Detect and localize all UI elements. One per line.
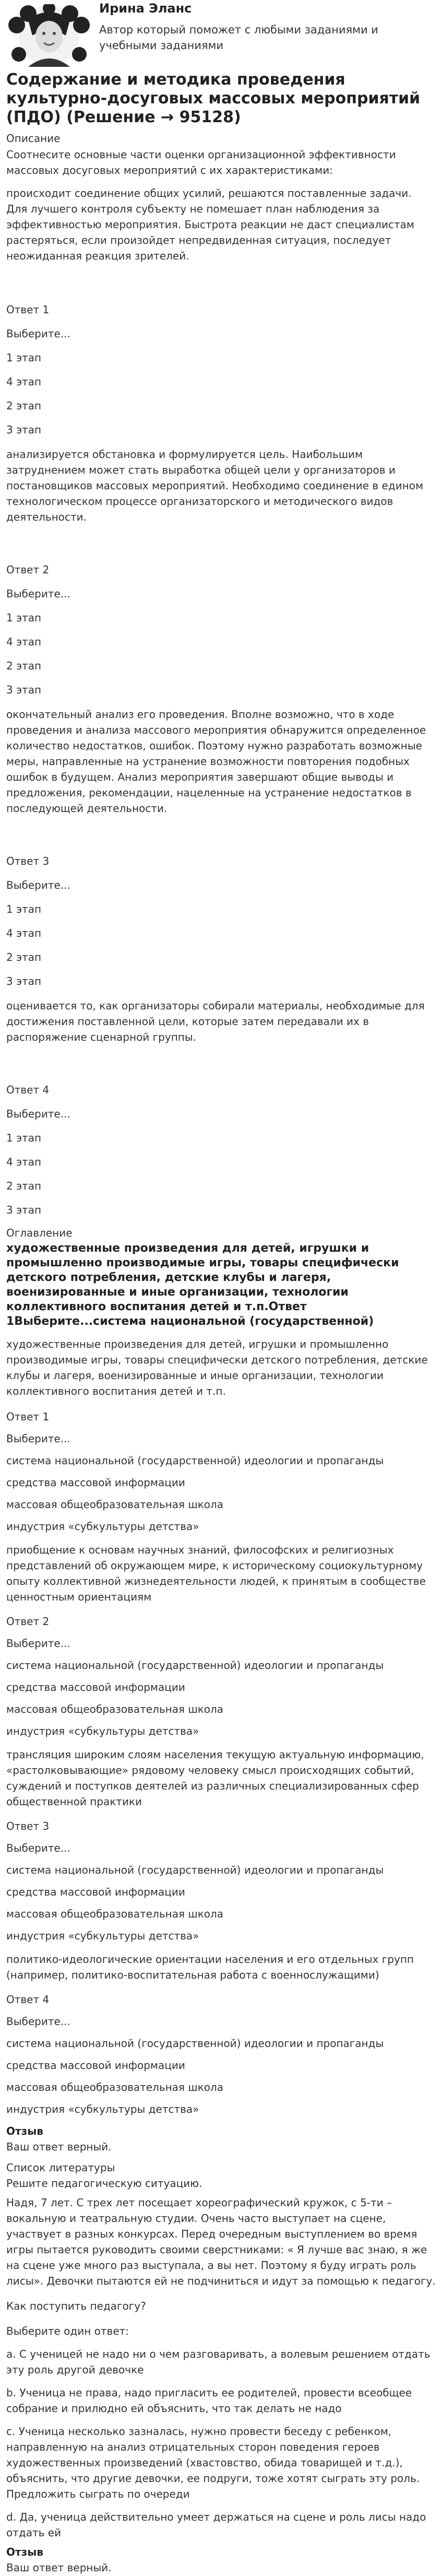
answer-label: Ответ 4 [6, 1993, 50, 2006]
answer-label: Ответ 1 [6, 303, 50, 316]
answer-select[interactable]: Выберите... [6, 1108, 70, 1120]
situation-choose: Выберите один ответ: [6, 2325, 129, 2337]
toc-question-2 [6, 1614, 436, 1809]
select-option[interactable]: 4 этап [6, 636, 42, 648]
toc-heading: Оглавление [6, 1227, 73, 1239]
answer-label: Ответ 2 [6, 563, 50, 576]
select-option[interactable]: система национальной (государственной) идеологии и пропаганды [6, 1454, 384, 1467]
select-option[interactable]: массовая общеобразовательная школа [6, 1498, 224, 1511]
select-option[interactable]: 4 этап [6, 375, 42, 388]
toc-question-3 [6, 1819, 436, 1983]
main-content [6, 70, 436, 2576]
select-option[interactable]: массовая общеобразовательная школа [6, 1703, 224, 1715]
answer-text: политико-идеологические ориентации населения и его отдельных групп (например, политико-воспитательная работа с военнослужащими) [6, 1953, 414, 1981]
review-text: Ваш ответ верный. [6, 2140, 112, 2153]
matching-question-3 [6, 854, 436, 1045]
select-option[interactable]: 2 этап [6, 951, 42, 963]
answer-label: Ответ 2 [6, 1615, 50, 1628]
answer-text: трансляция широким слоям населения текущую актуальную информацию, «растолковывающие» рядовому человеку смысл происходящих событий, суждений и поступков деятелей из различных специализированных сфер общественной практики [6, 1748, 424, 1808]
toc-question-1 [6, 1409, 436, 1605]
select-option[interactable]: индустрия «субкультуры детства» [6, 1930, 199, 1942]
review2-heading: Отзыв [6, 2546, 43, 2558]
select-option[interactable]: 3 этап [6, 684, 42, 696]
select-option[interactable]: индустрия «субкультуры детства» [6, 1725, 199, 1737]
avatar [7, 4, 91, 67]
select-option[interactable]: средства массовой информации [6, 1681, 185, 1693]
select-option[interactable]: система национальной (государственной) идеологии и пропаганды [6, 1864, 384, 1876]
select-option[interactable]: средства массовой информации [6, 1886, 185, 1898]
answer-label: Ответ 3 [6, 1820, 50, 1832]
select-option[interactable]: 1 этап [6, 351, 42, 364]
answer-option-a[interactable]: a. С ученицей не надо ни о чем разговаривать, а волевым решением отдать эту роль другой девочке [6, 2348, 431, 2376]
select-option[interactable]: система национальной (государственной) идеологии и пропаганды [6, 2037, 384, 2050]
page-title: Содержание и методика проведения культурно-досуговых массовых мероприятий (ПДО) (Решение → 95128) [6, 70, 421, 126]
answer-text: приобщение к основам научных знаний, философских и религиозных представлений об окружающем мире, к историческому социокультурному опыту коллективной жизнедеятельности людей, к принятым в сообществе ценностным ориентациям [6, 1544, 426, 1603]
review2-text: Ваш ответ верный. [6, 2561, 112, 2574]
situation-question: Как поступить педагогу? [6, 2300, 146, 2312]
select-option[interactable]: 3 этап [6, 424, 42, 436]
select-option[interactable]: индустрия «субкультуры детства» [6, 1520, 199, 1533]
select-option[interactable]: 1 этап [6, 1132, 42, 1144]
answer-select[interactable]: Выберите... [6, 587, 70, 600]
answer-text: оценивается то, как организаторы собирали материалы, необходимые для достижения поставленной цели, которые затем передавали их в распоряжение сценарной группы. [6, 999, 425, 1043]
select-option[interactable]: 4 этап [6, 1156, 42, 1168]
answer-text: окончательный анализ его проведения. Вполне возможно, что в ходе проведения и анализа массового мероприятия обнаружится определенное количество недостатков, ошибок. Поэтому нужно разработать возможные меры, направленные на устранение возможности повторения подобных ошибок в будущем. Анализ мероприятия завершают общие выводы и предложения, рекомендации, нацеленные на устранение недостатков в последующей деятельности. [6, 708, 426, 815]
select-option[interactable]: 1 этап [6, 903, 42, 915]
answer-select[interactable]: Выберите... [6, 1842, 70, 1854]
toc-bold-text: художественные произведения для детей, игрушки и промышленно производимые игры, товары специфически детского потребления, детские клубы и лагеря, военизированные и иные организации, технологии коллективного воспитания детей и т.п.Ответ 1Выберите...система национальной (государственной) [6, 1242, 399, 1328]
matching-question-4 [6, 1083, 436, 1217]
answer-select[interactable]: Выберите... [6, 879, 70, 891]
answer-text: анализируется обстановка и формулируется цель. Наибольшим затруднением может стать выработка общей цели у организаторов и постановщиков массовых мероприятий. Необходимо соединение в едином технологическом процессе организаторского и методического видов деятельности. [6, 448, 424, 523]
answer-option-b[interactable]: b. Ученица не права, надо пригласить ее родителей, провести всеобщее собрание и прилюдно ей объяснить, что так делать не надо [6, 2386, 412, 2415]
answer-label: Ответ 3 [6, 855, 50, 867]
matching-question-2 [6, 562, 436, 816]
situation-text: Надя, 7 лет. С трех лет посещает хореографический кружок, с 5-ти – вокальную и театральную студии. Очень часто выступает на сцене, участвует в разных конкурсах. Перед очередным выступлением во время игры пытается руководить своими сверстниками: « Я лучше вас знаю, я же на сцене уже много раз выступала, а вы нет. Поэтому я буду играть роль лисы». Девочки пытаются ей не подчиниться и идут за помощью к педагогу. [6, 2196, 436, 2287]
description-intro: Соотнесите основные части оценки организационной эффективности массовых досуговых мероприятий с их характеристиками: [6, 148, 396, 177]
answer-label: Ответ 4 [6, 1084, 50, 1096]
answer-select[interactable]: Выберите... [6, 327, 70, 340]
select-option[interactable]: 3 этап [6, 1204, 42, 1216]
select-option[interactable]: система национальной (государственной) идеологии и пропаганды [6, 1659, 384, 1672]
select-option[interactable]: 2 этап [6, 1180, 42, 1192]
select-option[interactable]: 3 этап [6, 975, 42, 987]
select-option[interactable]: массовая общеобразовательная школа [6, 1908, 224, 1920]
description-text: происходит соединение общих усилий, решаются поставленные задачи. Для лучшего контроля субъекту не помешает план наблюдения за эффективностью мероприятия. Быстрота реакции не даст специалистам растеряться, если произойдет непредвиденная ситуация, последует неожиданная реакция зрителей. [6, 187, 414, 262]
toc-text: художественные произведения для детей, игрушки и промышленно производимые игры, товары специфически детского потребления, детские клубы и лагеря, военизированные и иные организации, технологии коллективного воспитания детей и т.п. [6, 1338, 428, 1397]
toc-question-4 [6, 1992, 436, 2116]
answer-option-c[interactable]: c. Ученица несколько зазналась, нужно провести беседу с ребенком, направленную на анализ отрицательных сторон поведения героев художественных произведений (хвастовство, обида товарищей и т.д.), объяснить, что другие девочки, ее подруги, тоже хотят сыграть эту роль. Предложить сыграть по очереди [6, 2425, 420, 2500]
answer-option-d[interactable]: d. Да, ученица действительно умеет держаться на сцене и роль лисы надо отдать ей [6, 2511, 426, 2539]
select-option[interactable]: массовая общеобразовательная школа [6, 2081, 224, 2093]
answer-select[interactable]: Выберите... [6, 1432, 70, 1445]
select-option[interactable]: 2 этап [6, 660, 42, 672]
author-tagline: Автор который поможет с любыми заданиями и учебными заданиями [99, 23, 378, 52]
description-heading: Описание [6, 132, 61, 145]
matching-question-1 [6, 302, 436, 525]
select-option[interactable]: индустрия «субкультуры детства» [6, 2103, 199, 2115]
bibliography-heading: Список литературы [6, 2161, 115, 2174]
select-option[interactable]: 2 этап [6, 399, 42, 412]
select-option[interactable]: средства массовой информации [6, 2059, 185, 2072]
select-option[interactable]: средства массовой информации [6, 1476, 185, 1489]
answer-select[interactable]: Выберите... [6, 2015, 70, 2028]
answer-label: Ответ 1 [6, 1410, 50, 1423]
answer-select[interactable]: Выберите... [6, 1637, 70, 1650]
select-option[interactable]: 4 этап [6, 927, 42, 939]
author-name: Ирина Эланс [99, 1, 192, 16]
bibliography-text: Решите педагогическую ситуацию. [6, 2177, 202, 2190]
review-heading: Отзыв [6, 2125, 43, 2137]
author-header [0, 0, 442, 70]
select-option[interactable]: 1 этап [6, 611, 42, 624]
